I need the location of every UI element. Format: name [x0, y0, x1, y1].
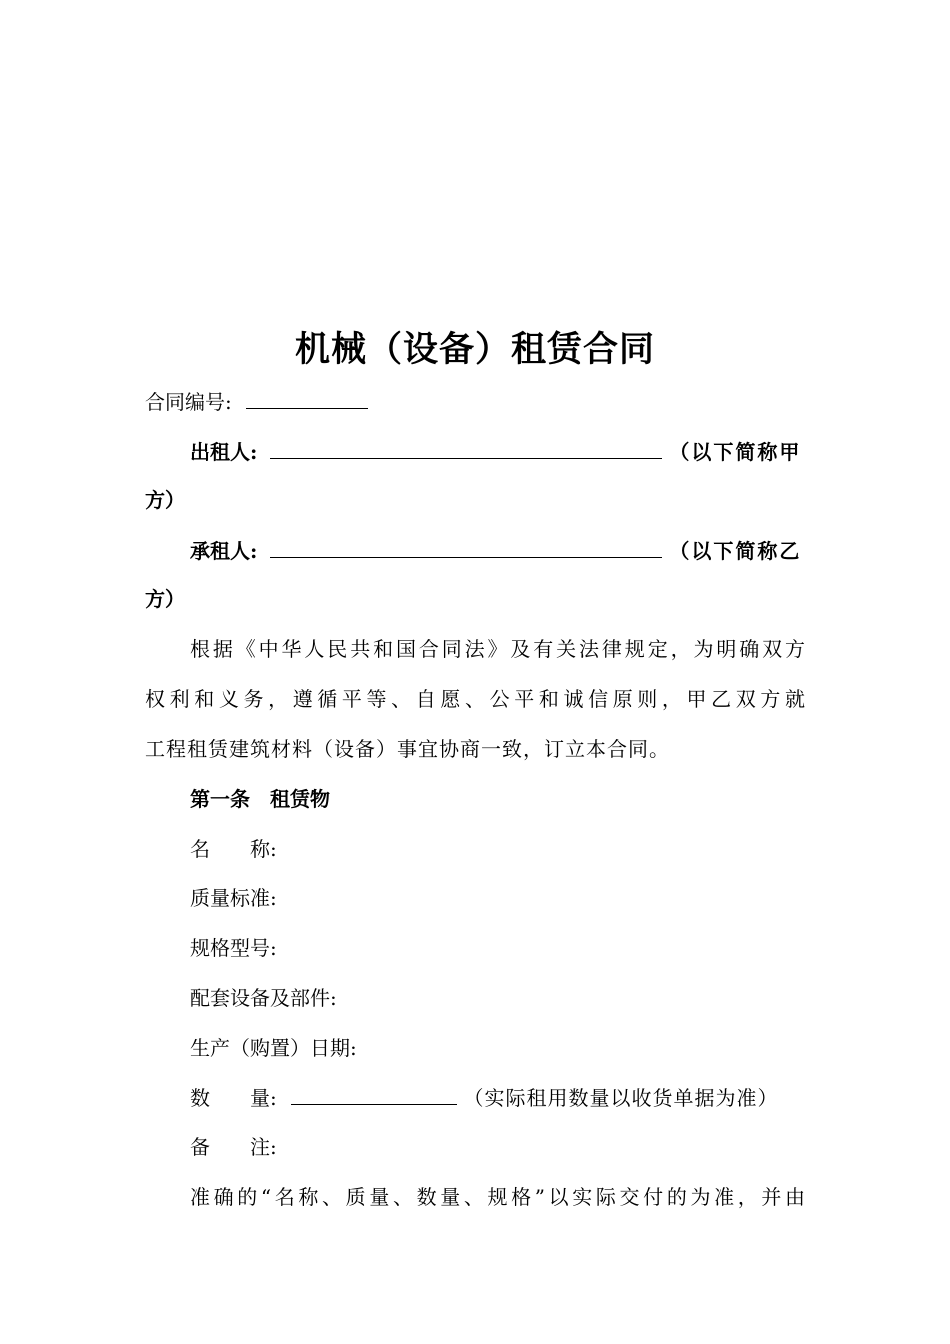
lessee-suffix: （以下简称乙 — [669, 539, 802, 563]
lessor-suffix: （以下简称甲 — [669, 440, 802, 464]
lessee-label: 承租人: — [190, 539, 258, 563]
lessor-blank — [270, 436, 662, 459]
preamble-line-2: 权利和义务，遵循平等、自愿、公平和诚信原则，甲乙双方就 — [145, 687, 805, 711]
quantity-blank — [291, 1082, 457, 1105]
lessor-label: 出租人: — [190, 440, 258, 464]
page-title: 机械（设备）租赁合同 — [294, 329, 655, 370]
field-date: 生产（购置）日期: — [190, 1036, 357, 1060]
field-remarks: 备 注: — [190, 1135, 277, 1159]
field-accessories: 配套设备及部件: — [190, 986, 337, 1010]
preamble-line-1: 根据《中华人民共和国合同法》及有关法律规定，为明确双方 — [190, 637, 805, 661]
quantity-note: （实际租用数量以收货单据为准） — [463, 1086, 779, 1110]
lessor-row — [190, 436, 810, 467]
article-1-heading: 第一条 租赁物 — [190, 787, 330, 811]
lessor-suffix-cont: 方） — [145, 488, 185, 512]
field-quantity: 数 量: — [190, 1086, 277, 1110]
lessee-blank — [270, 535, 662, 558]
closing-line: 准确的“名称、质量、数量、规格”以实际交付的为准，并由 — [190, 1185, 805, 1209]
field-quality: 质量标准: — [190, 886, 277, 910]
lessee-suffix-cont: 方） — [145, 587, 185, 611]
quantity-row — [190, 1082, 855, 1113]
preamble-line-3: 工程租赁建筑材料（设备）事宜协商一致，订立本合同。 — [145, 737, 670, 761]
contract-number-label: 合同编号: — [145, 390, 232, 414]
lessee-row — [190, 535, 810, 566]
contract-number-blank — [246, 386, 368, 409]
field-name: 名 称: — [190, 837, 277, 861]
field-spec: 规格型号: — [190, 936, 277, 960]
contract-number-row — [145, 386, 810, 417]
